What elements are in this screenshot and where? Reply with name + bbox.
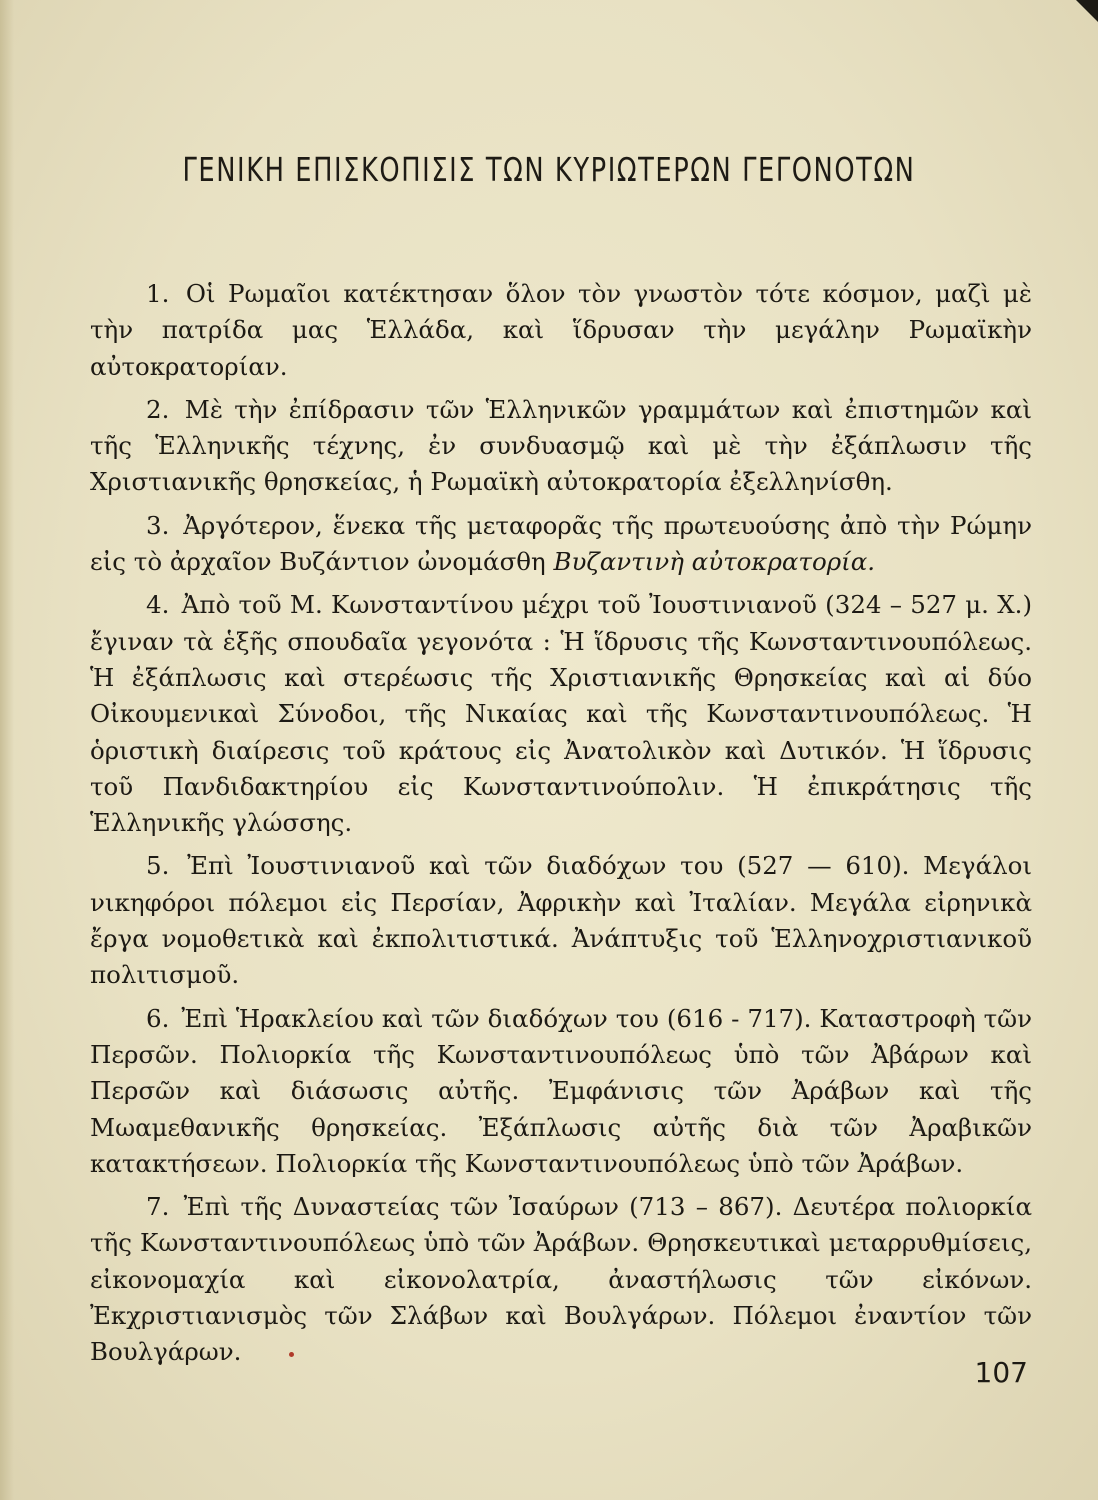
paragraph-text: Ἀργότερον, ἕνεκα τῆς μεταφορᾶς τῆς πρωτευούσης ἀπὸ τὴν Ρώμην εἰς τὸ ἀρχαῖον Βυζάντιον ὠνομάσθη	[90, 510, 1032, 577]
paragraph-text: Ἀπὸ τοῦ Μ. Κωνσταντίνου μέχρι τοῦ Ἰουστινιανοῦ (324 – 527 μ. Χ.) ἔγιναν τὰ ἑξῆς σπουδαῖα γεγονότα : Ἡ ἵδρυσις τῆς Κωνσταντινουπόλεως. Ἡ ἐξάπλωσις καὶ στερέωσις τῆς Χριστιανικῆς Θρησκείας καὶ αἱ δύο Οἰκουμενικαὶ Σύνοδοι, τῆς Νικαίας καὶ τῆς Κωνσταντινουπόλεως. Ἡ ὁριστικὴ διαίρεσις τοῦ κράτους εἰς Ἀνατολικὸν καὶ Δυτικόν. Ἡ ἵδρυσις τοῦ Πανδιδακτηρίου εἰς Κωνσταντινούπολιν. Ἡ ἐπικράτησις τῆς Ἑλληνικῆς γλώσσης.	[90, 590, 1033, 838]
page-number: 107	[974, 1356, 1028, 1389]
paragraph-number: 2.	[146, 394, 170, 424]
paragraph-number: 1.	[146, 279, 170, 308]
page-corner	[1076, 0, 1098, 22]
ink-speck	[289, 1352, 294, 1357]
paragraph-text: Ἐπὶ τῆς Δυναστείας τῶν Ἰσαύρων (713 – 867). Δευτέρα πολιορκία τῆς Κωνσταντινουπόλεως ὑπὸ τῶν Ἀράβων. Θρησκευτικαὶ μεταρρυθμίσεις, εἰκονομαχία καὶ εἰκονολατρία, ἀναστήλωσις τῶν εἰκόνων. Ἐκχριστιανισμὸς τῶν Σλάβων καὶ Βουλγάρων. Πόλεμοι ἐναντίον τῶν Βουλγάρων.	[90, 1192, 1032, 1367]
paragraph-text: Ἐπὶ Ἰουστινιανοῦ καὶ τῶν διαδόχων του (527 — 610). Μεγάλοι νικηφόροι πόλεμοι εἰς Περσίαν, Ἀφρικὴν καὶ Ἰταλίαν. Μεγάλα εἰρηνικὰ ἔργα νομοθετικὰ καὶ ἐκπολιτιστικά. Ἀνάπτυξις τοῦ Ἑλληνοχριστιανικοῦ πολιτισμοῦ.	[90, 851, 1032, 990]
page-title: ΓΕΝΙΚΗ ΕΠΙΣΚΟΠΙΣΙΣ ΤΩΝ ΚΥΡΙΩΤΕΡΩΝ ΓΕΓΟΝΟΤΩΝ	[182, 150, 916, 189]
paragraph-text: Οἱ Ρωμαῖοι κατέκτησαν ὅλον τὸν γνωστὸν τότε κόσμον, μαζὶ μὲ τὴν πατρίδα μας Ἑλλάδα, καὶ ἵδρυσαν τὴν μεγάλην Ρωμαϊκὴν αὐτοκρατορίαν.	[90, 279, 1032, 381]
paragraph-number: 4.	[146, 590, 170, 620]
paragraph-text: Ἐπὶ Ἡρακλείου καὶ τῶν διαδόχων του (616 - 717). Καταστροφὴ τῶν Περσῶν. Πολιορκία τῆς Κωνσταντινουπόλεως ὑπὸ τῶν Ἀβάρων καὶ Περσῶν καὶ διάσωσις αὐτῆς. Ἐμφάνισις τῶν Ἀράβων καὶ τῆς Μωαμεθανικῆς θρησκείας. Ἐξάπλωσις αὐτῆς διὰ τῶν Ἀραβικῶν κατακτήσεων. Πολιορκία τῆς Κωνσταντινουπόλεως ὑπὸ τῶν Ἀράβων.	[90, 1003, 1032, 1178]
paragraph-number: 3.	[146, 510, 170, 540]
paragraph-5	[90, 848, 1032, 993]
paragraph-2	[90, 392, 1032, 501]
paragraph-number: 7.	[146, 1192, 170, 1222]
paragraph-number: 6.	[146, 1003, 170, 1033]
paragraph-text: Μὲ τὴν ἐπίδρασιν τῶν Ἑλληνικῶν γραμμάτων καὶ ἐπιστημῶν καὶ τῆς Ἑλληνικῆς τέχνης, ἐν συνδυασμῷ καὶ μὲ τὴν ἐξάπλωσιν τῆς Χριστιανικῆς θρησκείας, ἡ Ρωμαϊκὴ αὐτοκρατορία ἐξελληνίσθη.	[90, 394, 1032, 497]
italic-term: Βυζαντινὴ αὐτοκρατορία.	[553, 547, 876, 577]
page-edge-shadow	[0, 0, 14, 1500]
paragraph-4	[90, 587, 1032, 841]
paragraph-1	[90, 276, 1032, 385]
body-text	[90, 276, 1032, 1378]
paragraph-3	[90, 508, 1032, 581]
paragraph-number: 5.	[146, 851, 170, 881]
paragraph-7	[90, 1189, 1032, 1370]
paragraph-6	[90, 1001, 1032, 1182]
